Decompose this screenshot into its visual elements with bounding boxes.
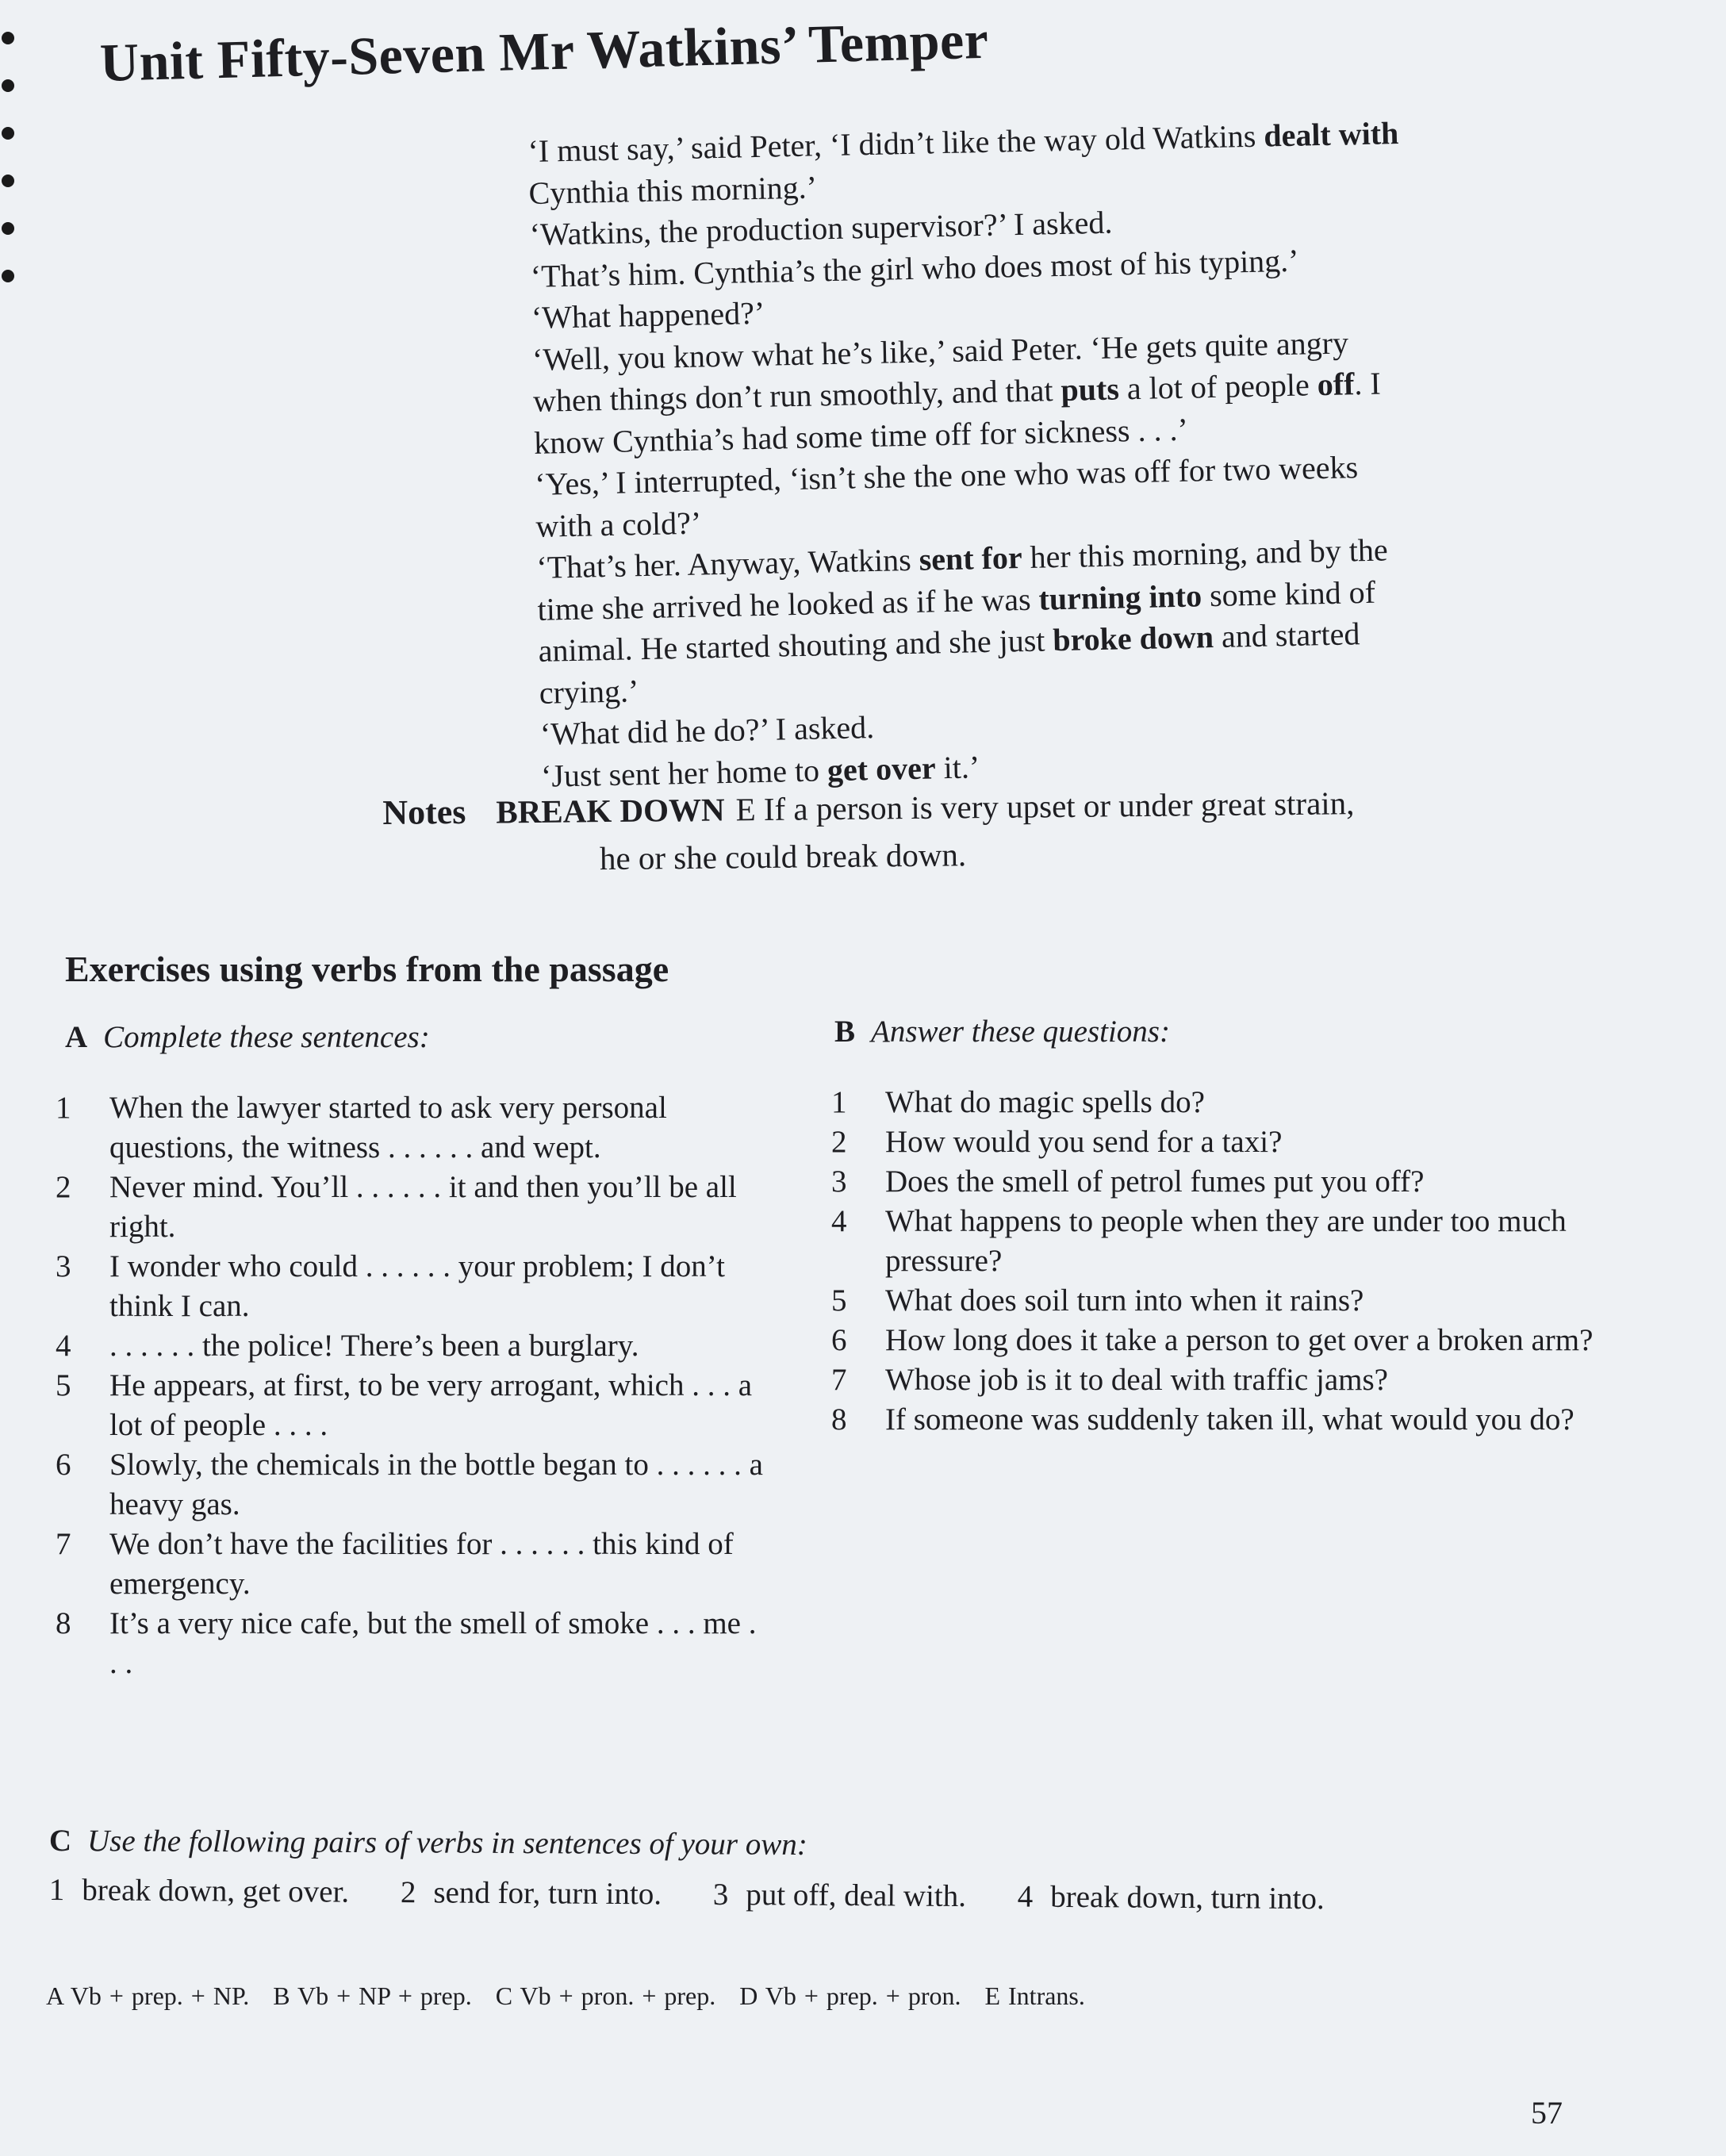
exercise-b-item xyxy=(831,1321,1617,1360)
binder-hole xyxy=(2,127,14,140)
exercise-b-item-text: If someone was suddenly taken ill, what would you do? xyxy=(885,1402,1574,1437)
section-c-instruction: Use the following pairs of verbs in sentences of your own: xyxy=(86,1824,807,1863)
exercise-b-item-text: Whose job is it to deal with traffic jams? xyxy=(885,1363,1388,1397)
grammar-key-item: C Vb + pron. + prep. xyxy=(495,1981,716,2010)
section-a-instruction: Complete these sentences: xyxy=(103,1020,430,1054)
exercise-a-item-number: 3 xyxy=(56,1249,71,1283)
binder-hole xyxy=(2,32,14,44)
verb-pair-number: 2 xyxy=(400,1875,416,1910)
passage-line: time she arrived he looked as if he was turning into some kind of xyxy=(537,574,1376,627)
grammar-key-item: A Vb + prep. + NP. xyxy=(46,1981,250,2010)
passage-line: ‘That’s him. Cynthia’s the girl who does most of his typing.’ xyxy=(530,242,1299,294)
exercise-b-item-text: What happens to people when they are under too much pressure? xyxy=(885,1204,1567,1278)
binder-hole xyxy=(2,79,14,92)
passage-line: ‘Well, you know what he’s like,’ said Peter. ‘He gets quite angry xyxy=(531,324,1349,378)
verb-pair-number: 1 xyxy=(48,1873,65,1908)
exercise-b-item-number: 8 xyxy=(831,1402,847,1437)
section-b-title xyxy=(834,1014,1170,1049)
exercise-a-item-text: Slowly, the chemicals in the bottle began to . . . . . . a heavy gas. xyxy=(109,1448,763,1521)
unit-title: Unit Fifty-Seven Mr Watkins’ Temper xyxy=(99,9,990,93)
exercise-b-item-number: 4 xyxy=(831,1204,847,1238)
exercise-a-item-text: We don’t have the facilities for . . . . . . this kind of emergency. xyxy=(109,1527,734,1601)
verb-pair xyxy=(713,1878,966,1913)
exercise-a-item xyxy=(56,1445,769,1525)
exercise-b-item xyxy=(831,1202,1617,1281)
passage-line: Cynthia this morning.’ xyxy=(528,168,818,211)
passage-line: ‘I must say,’ said Peter, ‘I didn’t like the way old Watkins dealt with xyxy=(527,115,1399,169)
exercise-a-item xyxy=(56,1247,769,1326)
section-b-list xyxy=(831,1083,1617,1440)
section-b-letter: B xyxy=(834,1015,856,1049)
exercise-b-item-text: What do magic spells do? xyxy=(885,1085,1205,1119)
verb-pair xyxy=(401,1875,662,1911)
exercise-a-item-text: Never mind. You’ll . . . . . . it and then you’ll be all right. xyxy=(109,1170,737,1244)
passage-line: with a cold?’ xyxy=(535,504,702,544)
exercise-b-item-text: What does soil turn into when it rains? xyxy=(885,1283,1364,1318)
exercise-a-item xyxy=(56,1525,769,1604)
exercise-a-item-text: I wonder who could . . . . . . your problem; I don’t think I can. xyxy=(109,1249,725,1323)
exercise-a-item-number: 1 xyxy=(56,1091,71,1125)
phrasal-verb: puts xyxy=(1061,370,1120,408)
verb-pair-number: 3 xyxy=(712,1877,729,1912)
exercise-b-item xyxy=(831,1281,1617,1321)
exercise-b-item xyxy=(831,1122,1617,1162)
exercise-b-item-number: 7 xyxy=(831,1363,847,1397)
exercise-b-item-number: 3 xyxy=(831,1164,847,1199)
exercise-b-item xyxy=(831,1360,1617,1400)
exercise-a-item-number: 5 xyxy=(56,1368,71,1402)
verb-pair xyxy=(1018,1880,1325,1916)
exercise-a-item-text: . . . . . . the police! There’s been a burglary. xyxy=(109,1329,639,1363)
page-number: 57 xyxy=(1531,2095,1563,2131)
exercise-a-item-text: He appears, at first, to be very arrogant, which . . . a lot of people . . . . xyxy=(109,1368,753,1442)
verb-pair-text: break down, turn into. xyxy=(1050,1879,1325,1916)
phrasal-verb: broke down xyxy=(1052,619,1214,658)
phrasal-verb: off xyxy=(1317,366,1355,403)
exercise-a-item-number: 2 xyxy=(56,1170,71,1204)
exercise-a-item xyxy=(56,1604,769,1683)
section-b-instruction: Answer these questions: xyxy=(871,1015,1170,1049)
section-c-letter: C xyxy=(48,1824,72,1859)
binder-hole xyxy=(2,222,14,235)
section-a-title xyxy=(65,1019,430,1055)
exercise-b-item-text: Does the smell of petrol fumes put you off? xyxy=(885,1164,1425,1199)
section-c-pairs xyxy=(49,1872,1493,1919)
phrasal-verb: sent for xyxy=(919,539,1023,577)
exercise-a-item xyxy=(56,1326,769,1366)
phrasal-verb: dealt with xyxy=(1263,115,1399,154)
verb-pair-text: send for, turn into. xyxy=(433,1875,662,1912)
verb-pair-text: break down, get over. xyxy=(82,1873,350,1909)
passage-line: know Cynthia’s had some time off for sickness . . .’ xyxy=(533,411,1189,461)
notes-definition: E If a person is very upset or under great strain, xyxy=(735,785,1355,828)
passage-line: ‘Yes,’ I interrupted, ‘isn’t she the one who was off for two weeks xyxy=(534,449,1359,502)
section-c-title xyxy=(49,1823,807,1863)
passage-line: ‘What happened?’ xyxy=(531,294,765,336)
exercise-b-item-number: 2 xyxy=(831,1125,847,1159)
exercise-b-item xyxy=(831,1083,1617,1122)
exercise-b-item-number: 1 xyxy=(831,1085,847,1119)
exercise-a-item xyxy=(56,1088,769,1168)
passage-line: ‘Just sent her home to get over it.’ xyxy=(540,748,980,794)
grammar-key xyxy=(46,1981,1109,2011)
passage-line: crying.’ xyxy=(539,672,639,711)
exercise-b-item xyxy=(831,1162,1617,1202)
section-a-letter: A xyxy=(65,1020,88,1054)
exercises-heading: Exercises using verbs from the passage xyxy=(65,949,669,989)
exercise-a-item-number: 4 xyxy=(56,1329,71,1363)
verb-pair xyxy=(49,1873,350,1909)
grammar-key-item: D Vb + prep. + pron. xyxy=(739,1981,961,2010)
exercise-a-item-text: It’s a very nice cafe, but the smell of smoke . . . me . . . xyxy=(109,1606,757,1680)
exercise-b-item-text: How long does it take a person to get over a broken arm? xyxy=(885,1323,1594,1357)
passage-line: when things don’t run smoothly, and that puts a lot of people off. I xyxy=(532,365,1382,419)
passage-line: ‘Watkins, the production supervisor?’ I asked. xyxy=(529,204,1113,252)
reading-passage xyxy=(527,109,1604,797)
exercise-a-item-number: 7 xyxy=(56,1527,71,1561)
exercise-b-item-number: 5 xyxy=(831,1283,847,1318)
notes-label: Notes xyxy=(382,792,466,832)
grammar-key-item: B Vb + NP + prep. xyxy=(273,1981,472,2010)
binder-hole xyxy=(2,270,14,282)
exercise-a-item-number: 8 xyxy=(56,1606,71,1640)
exercise-b-item-number: 6 xyxy=(831,1323,847,1357)
exercise-a-item-text: When the lawyer started to ask very personal questions, the witness . . . . . . and wept. xyxy=(109,1091,667,1164)
passage-line: ‘What did he do?’ I asked. xyxy=(539,709,875,752)
exercise-b-item-text: How would you send for a taxi? xyxy=(885,1125,1283,1159)
binder-holes xyxy=(0,32,19,286)
binder-hole xyxy=(2,175,14,187)
grammar-key-item: E Intrans. xyxy=(984,1981,1085,2010)
exercise-a-item xyxy=(56,1168,769,1247)
notes-section xyxy=(382,777,1573,884)
passage-line: ‘That’s her. Anyway, Watkins sent for her this morning, and by the xyxy=(536,531,1389,585)
exercise-a-item xyxy=(56,1366,769,1445)
phrasal-verb: turning into xyxy=(1038,577,1202,617)
exercise-b-item xyxy=(831,1400,1617,1440)
passage-line: animal. He started shouting and she just broke down and started xyxy=(538,616,1360,669)
exercise-a-item-number: 6 xyxy=(56,1448,71,1482)
verb-pair-number: 4 xyxy=(1017,1879,1034,1914)
notes-definition-continued: he or she could break down. xyxy=(599,836,967,877)
verb-pair-text: put off, deal with. xyxy=(746,1878,967,1914)
section-a-list xyxy=(56,1088,769,1683)
notes-term: BREAK DOWN xyxy=(496,791,725,831)
phrasal-verb: get over xyxy=(827,749,937,788)
